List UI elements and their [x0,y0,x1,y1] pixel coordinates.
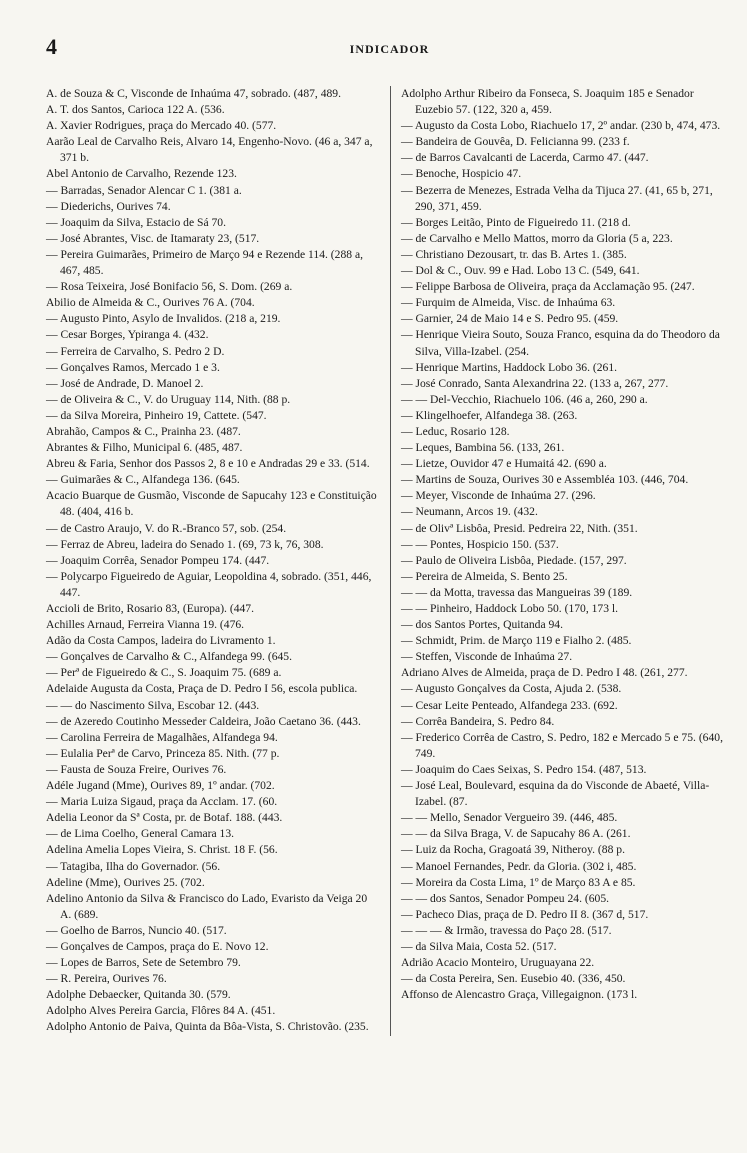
directory-entry: — Lopes de Barros, Sete de Setembro 79. [46,956,241,970]
page-header [46,34,733,64]
directory-entry: Adolphe Debaecker, Quitanda 30. (579. [46,988,231,1002]
directory-entry: — Pereira de Almeida, S. Bento 25. [401,569,568,583]
directory-entry: Adéle Jugand (Mme), Ourives 89, 1º andar. (702. [46,779,275,793]
page-number: 4 [46,34,57,59]
directory-entry: — José Conrado, Santa Alexandrina 22. (133 a, 267, 277. [401,376,669,390]
directory-entry: — Lietze, Ouvidor 47 e Humaitá 42. (690 a. [401,457,607,471]
directory-entry: Aarão Leal de Carvalho Reis, Alvaro 14, Engenho-Novo. (46 a, 347 a, 371 b. [46,135,373,165]
directory-entry: — Leduc, Rosario 128. [401,424,510,438]
directory-entry: — José Leal, Boulevard, esquina da do Visconde de Abaeté, Villa-Izabel. (87. [401,779,710,809]
directory-entry: — Maria Luiza Sigaud, praça da Acclam. 17. (60. [46,795,278,809]
directory-entry: Abrantes & Filho, Municipal 6. (485, 487. [46,441,243,455]
directory-entry: — Martins de Souza, Ourives 30 e Assembléa 103. (446, 704. [401,473,689,487]
directory-entry: — Dol & C., Ouv. 99 e Had. Lobo 13 C. (549, 641. [401,264,640,278]
directory-entry: — — — & Irmão, travessa do Paço 28. (517. [401,923,612,937]
directory-entry: — de Azeredo Coutinho Messeder Caldeira, João Caetano 36. (443. [46,714,361,728]
directory-entry: A. Xavier Rodrigues, praça do Mercado 40. (577. [46,119,277,133]
directory-entry: — Goelho de Barros, Nuncio 40. (517. [46,923,227,937]
directory-entry: — — da Silva Braga, V. de Sapucahy 86 A. (261. [401,827,631,841]
directory-entry: — Moreira da Costa Lima, 1º de Março 83 A e 85. [401,875,636,889]
directory-entry: — Garnier, 24 de Maio 14 e S. Pedro 95. (459. [401,312,619,326]
directory-entry: — Henrique Martins, Haddock Lobo 36. (261. [401,360,618,374]
directory-entry: — Henrique Vieira Souto, Souza Franco, esquina da do Theodoro da Silva, Villa-Izabel. (254. [401,328,720,358]
directory-entry: Adolpho Arthur Ribeiro da Fonseca, S. Joaquim 185 e Senador Euzebio 57. (122, 320 a, 459. [401,87,694,117]
directory-entry: — — do Nascimento Silva, Escobar 12. (443. [46,698,260,712]
directory-entry: — da Silva Maia, Costa 52. (517. [401,939,557,953]
directory-entry: — Ferraz de Abreu, ladeira do Senado 1. (69, 73 k, 76, 308. [46,537,324,551]
directory-entry: Abreu & Faria, Senhor dos Passos 2, 8 e 10 e Andradas 29 e 33. (514. [46,457,370,471]
directory-entry: Acacio Buarque de Gusmão, Visconde de Sapucahy 123 e Constituição 48. (404, 416 b. [46,489,377,519]
directory-entry: Adeline (Mme), Ourives 25. (702. [46,875,205,889]
directory-entry: — Perª de Figueiredo & C., S. Joaquim 75. (689 a. [46,666,282,680]
directory-entry: — de Barros Cavalcanti de Lacerda, Carmo 47. (447. [401,151,649,165]
directory-entry: — Fausta de Souza Freire, Ourives 76. [46,762,227,776]
directory-entry: — — Pontes, Hospicio 150. (537. [401,537,559,551]
left-column [46,86,378,1036]
directory-entry: Adolpho Alves Pereira Garcia, Flôres 84 A. (451. [46,1004,276,1018]
right-column [390,86,733,1036]
directory-entry: A. de Souza & C, Visconde de Inhaúma 47, sobrado. (487, 489. [46,87,342,100]
directory-entry: — Neumann, Arcos 19. (432. [401,505,538,519]
directory-entry: — Tatagiba, Ilha do Governador. (56. [46,859,221,873]
directory-entry: Achilles Arnaud, Ferreira Vianna 19. (476. [46,618,245,632]
directory-entry: — Diederichs, Ourives 74. [46,199,171,213]
directory-entry: — Cesar Borges, Ypiranga 4. (432. [46,328,209,342]
directory-entry: — José de Andrade, D. Manoel 2. [46,376,204,390]
directory-entry: — Joaquim da Silva, Estacio de Sá 70. [46,215,226,229]
directory-entry: — Guimarães & C., Alfandega 136. (645. [46,473,240,487]
directory-entry: — Bandeira de Gouvêa, D. Felicianna 99. (233 f. [401,135,630,149]
directory-entry: — Ferreira de Carvalho, S. Pedro 2 D. [46,344,225,358]
directory-entry: — Augusto da Costa Lobo, Riachuelo 17, 2º andar. (230 b, 474, 473. [401,119,721,133]
directory-entry: — Augusto Pinto, Asylo de Invalidos. (218 a, 219. [46,312,281,326]
directory-entry: — de Castro Araujo, V. do R.-Branco 57, sob. (254. [46,521,287,535]
directory-entry: — de Oliveira & C., V. do Uruguay 114, Nith. (88 p. [46,392,291,406]
directory-entry: — Joaquim do Caes Seixas, S. Pedro 154. (487, 513. [401,762,647,776]
directory-entry: A. T. dos Santos, Carioca 122 A. (536. [46,103,225,117]
directory-entry: — Felippe Barbosa de Oliveira, praça da Acclamação 95. (247. [401,280,695,294]
directory-entry: — Luiz da Rocha, Gragoatá 39, Nitheroy. (88 p. [401,843,625,857]
directory-entry: — Klingelhoefer, Alfandega 38. (263. [401,408,578,422]
running-head: INDICADOR [349,42,430,56]
directory-entry: — Augusto Gonçalves da Costa, Ajuda 2. (538. [401,682,622,696]
directory-entry: Adão da Costa Campos, ladeira do Livramento 1. [46,634,276,648]
directory-entry: — Furquim de Almeida, Visc. de Inhaúma 63. [401,296,616,310]
directory-entry: — da Costa Pereira, Sen. Eusebio 40. (336, 450. [401,972,626,986]
directory-entry: — Joaquim Corrêa, Senador Pompeu 174. (447. [46,553,270,567]
directory-entry: Abilio de Almeida & C., Ourives 76 A. (704. [46,296,255,310]
directory-entry: — Benoche, Hospicio 47. [401,167,522,181]
directory-entry: — Leques, Bambina 56. (133, 261. [401,441,565,455]
directory-entry: — de Lima Coelho, General Camara 13. [46,827,235,841]
directory-entry: — — Pinheiro, Haddock Lobo 50. (170, 173 l. [401,602,619,615]
directory-entry: — Paulo de Oliveira Lisbôa, Piedade. (157, 297. [401,553,627,567]
directory-entry: — Polycarpo Figueiredo de Aguiar, Leopoldina 4, sobrado. (351, 446, 447. [46,569,372,599]
directory-entry: Affonso de Alencastro Graça, Villegaignon. (173 l. [401,988,638,1002]
directory-entry: — Schmidt, Prim. de Março 119 e Fialho 2. (485. [401,634,632,648]
directory-entry: — Cesar Leite Penteado, Alfandega 233. (692. [401,698,618,712]
directory-entry: Adrião Acacio Monteiro, Uruguayana 22. [401,956,595,970]
directory-entry: — R. Pereira, Ourives 76. [46,972,167,986]
directory-entry: — Carolina Ferreira de Magalhães, Alfandega 94. [46,730,278,744]
directory-entry: Abrahão, Campos & C., Prainha 23. (487. [46,424,241,438]
directory-entry: — Gonçalves Ramos, Mercado 1 e 3. [46,360,220,374]
directory-entry: — da Silva Moreira, Pinheiro 19, Cattete. (547. [46,408,267,422]
directory-entry: — Barradas, Senador Alencar C 1. (381 a. [46,183,242,197]
directory-entry: — Steffen, Visconde de Inhaúma 27. [401,650,573,664]
directory-entry: Adriano Alves de Almeida, praça de D. Pedro I 48. (261, 277. [401,666,688,680]
directory-entry: Accioli de Brito, Rosario 83, (Europa). (447. [46,602,254,615]
directory-entry: — de Olivª Lisbôa, Presid. Pedreira 22, Nith. (351. [401,521,638,535]
directory-entry: — Pereira Guimarães, Primeiro de Março 94 e Rezende 114. (288 a, 467, 485. [46,247,363,278]
directory-entry: — José Abrantes, Visc. de Itamaraty 23, (517. [46,231,260,245]
directory-entry: — de Carvalho e Mello Mattos, morro da Gloria (5 a, 223. [401,231,673,245]
directory-entry: — — Del-Vecchio, Riachuelo 106. (46 a, 260, 290 a. [401,392,648,406]
directory-entry: — Christiano Dezousart, tr. das B. Artes 1. (385. [401,247,627,261]
directory-entry: — Borges Leitão, Pinto de Figueiredo 11. (218 d. [401,215,631,229]
directory-entry: Adelino Antonio da Silva & Francisco do Lado, Evaristo da Veiga 20 A. (689. [46,891,368,921]
directory-entry: — Meyer, Visconde de Inhaúma 27. (296. [401,489,596,503]
directory-entry: — Frederico Corrêa de Castro, S. Pedro, 182 e Mercado 5 e 75. (640, 749. [401,730,723,760]
directory-entry: — — dos Santos, Senador Pompeu 24. (605. [401,891,610,905]
directory-entry: — dos Santos Portes, Quitanda 94. [401,618,563,632]
directory-entry: Abel Antonio de Carvalho, Rezende 123. [46,167,237,181]
directory-entry: Adelia Leonor da Sª Costa, pr. de Botaf. 188. (443. [46,811,283,825]
directory-entry: — Gonçalves de Carvalho & C., Alfandega 99. (645. [46,650,292,664]
directory-entry: — Rosa Teixeira, José Bonifacio 56, S. Dom. (269 a. [46,280,293,294]
directory-entry: Adelaide Augusta da Costa, Praça de D. Pedro I 56, escola publica. [46,682,358,696]
directory-entry: Adelina Amelia Lopes Vieira, S. Christ. 18 F. (56. [46,843,278,857]
directory-entry: — Pacheco Dias, praça de D. Pedro II 8. (367 d, 517. [401,907,649,921]
directory-entry: — Manoel Fernandes, Pedr. da Gloria. (302 i, 485. [401,859,637,873]
directory-entry: — — Mello, Senador Vergueiro 39. (446, 485. [401,811,618,825]
directory-entry: — — da Motta, travessa das Mangueiras 39 (189. [401,585,633,599]
directory-entry: — Gonçalves de Campos, praça do E. Novo 12. [46,939,269,953]
directory-entry: — Corrêa Bandeira, S. Pedro 84. [401,714,555,728]
directory-entry: Adolpho Antonio de Paiva, Quinta da Bôa-Vista, S. Christovão. (235. [46,1020,369,1034]
directory-columns [46,86,733,1036]
directory-entry: — Eulalia Perª de Carvo, Princeza 85. Nith. (77 p. [46,746,280,760]
directory-entry: — Bezerra de Menezes, Estrada Velha da Tijuca 27. (41, 65 b, 271, 290, 371, 459. [401,183,713,213]
